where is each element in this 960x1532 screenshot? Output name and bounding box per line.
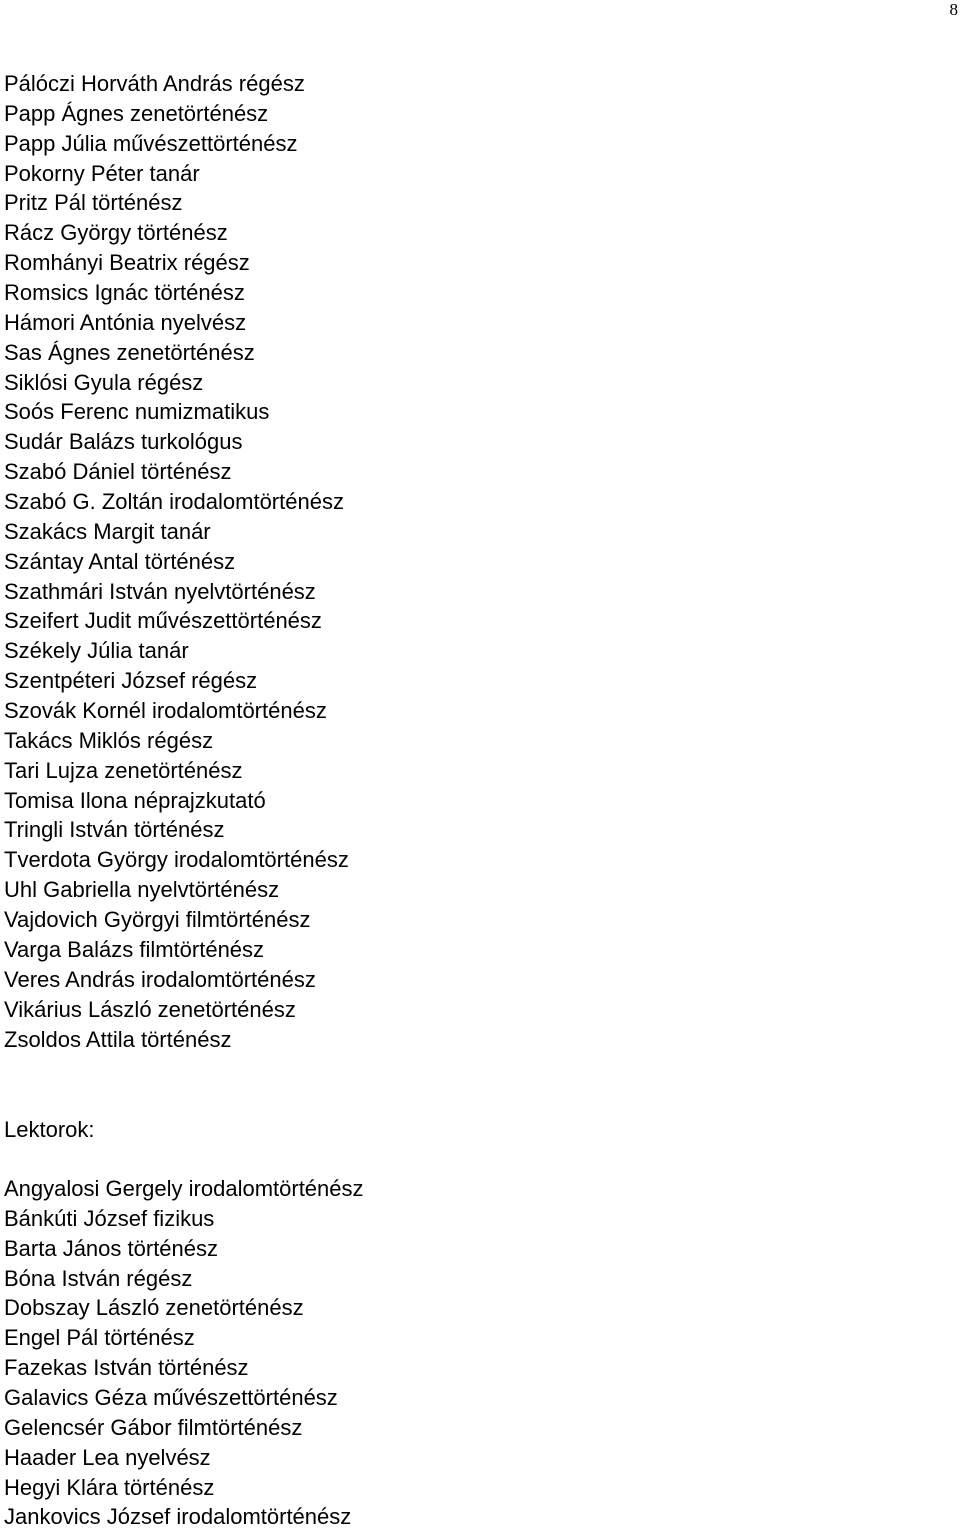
list-item: Soós Ferenc numizmatikus (4, 399, 270, 425)
list-item: Barta János történész (4, 1235, 219, 1261)
list-item: Szabó Dániel történész (4, 459, 232, 485)
list-item: Szabó G. Zoltán irodalomtörténész (4, 489, 344, 515)
list-item: Sas Ágnes zenetörténész (4, 339, 255, 365)
list-item: Papp Júlia művészettörténész (4, 130, 298, 156)
list-item: Szeifert Judit művészettörténész (4, 608, 322, 634)
reviewer-list (4, 1174, 364, 1532)
list-item: Gelencsér Gábor filmtörténész (4, 1414, 303, 1440)
list-item: Veres András irodalomtörténész (4, 966, 316, 992)
list-item: Tverdota György irodalomtörténész (4, 847, 349, 873)
list-item: Varga Balázs filmtörténész (4, 936, 265, 962)
reviewers-heading: Lektorok: (4, 1117, 95, 1142)
list-item: Haader Lea nyelvész (4, 1444, 211, 1470)
list-item: Angyalosi Gergely irodalomtörténész (4, 1176, 364, 1201)
list-item: Hámori Antónia nyelvész (4, 309, 247, 335)
list-item: Sudár Balázs turkológus (4, 429, 243, 455)
list-item: Engel Pál történész (4, 1325, 195, 1351)
list-item: Hegyi Klára történész (4, 1474, 215, 1500)
list-item: Tomisa Ilona néprajzkutató (4, 787, 266, 813)
page-number: 8 (949, 0, 958, 19)
list-item: Pritz Pál történész (4, 190, 183, 216)
list-item: Takács Miklós régész (4, 727, 214, 753)
author-list (4, 69, 349, 1054)
list-item: Fazekas István történész (4, 1355, 249, 1381)
list-item: Papp Ágnes zenetörténész (4, 100, 269, 126)
list-item: Uhl Gabriella nyelvtörténész (4, 877, 280, 903)
list-item: Bánkúti József fizikus (4, 1205, 215, 1231)
list-item: Dobszay László zenetörténész (4, 1295, 304, 1321)
list-item: Pokorny Péter tanár (4, 160, 200, 186)
list-item: Tari Lujza zenetörténész (4, 757, 243, 783)
list-item: Jankovics József irodalomtörténész (4, 1504, 352, 1530)
list-item: Szentpéteri József régész (4, 668, 258, 694)
list-item: Szovák Kornél irodalomtörténész (4, 698, 327, 724)
list-item: Romsics Ignác történész (4, 280, 245, 306)
list-item: Rácz György történész (4, 220, 228, 246)
list-item: Zsoldos Attila történész (4, 1026, 232, 1052)
list-item: Tringli István történész (4, 817, 225, 843)
list-item: Romhányi Beatrix régész (4, 250, 250, 276)
list-item: Szathmári István nyelvtörténész (4, 578, 316, 604)
list-item: Szántay Antal történész (4, 548, 236, 574)
list-item: Siklósi Gyula régész (4, 369, 204, 395)
list-item: Vajdovich Györgyi filmtörténész (4, 907, 311, 933)
list-item: Bóna István régész (4, 1265, 193, 1291)
list-item: Galavics Géza művészettörténész (4, 1385, 338, 1411)
list-item: Székely Júlia tanár (4, 638, 189, 664)
list-item: Szakács Margit tanár (4, 518, 211, 544)
list-item: Pálóczi Horváth András régész (4, 71, 305, 96)
list-item: Vikárius László zenetörténész (4, 996, 296, 1022)
